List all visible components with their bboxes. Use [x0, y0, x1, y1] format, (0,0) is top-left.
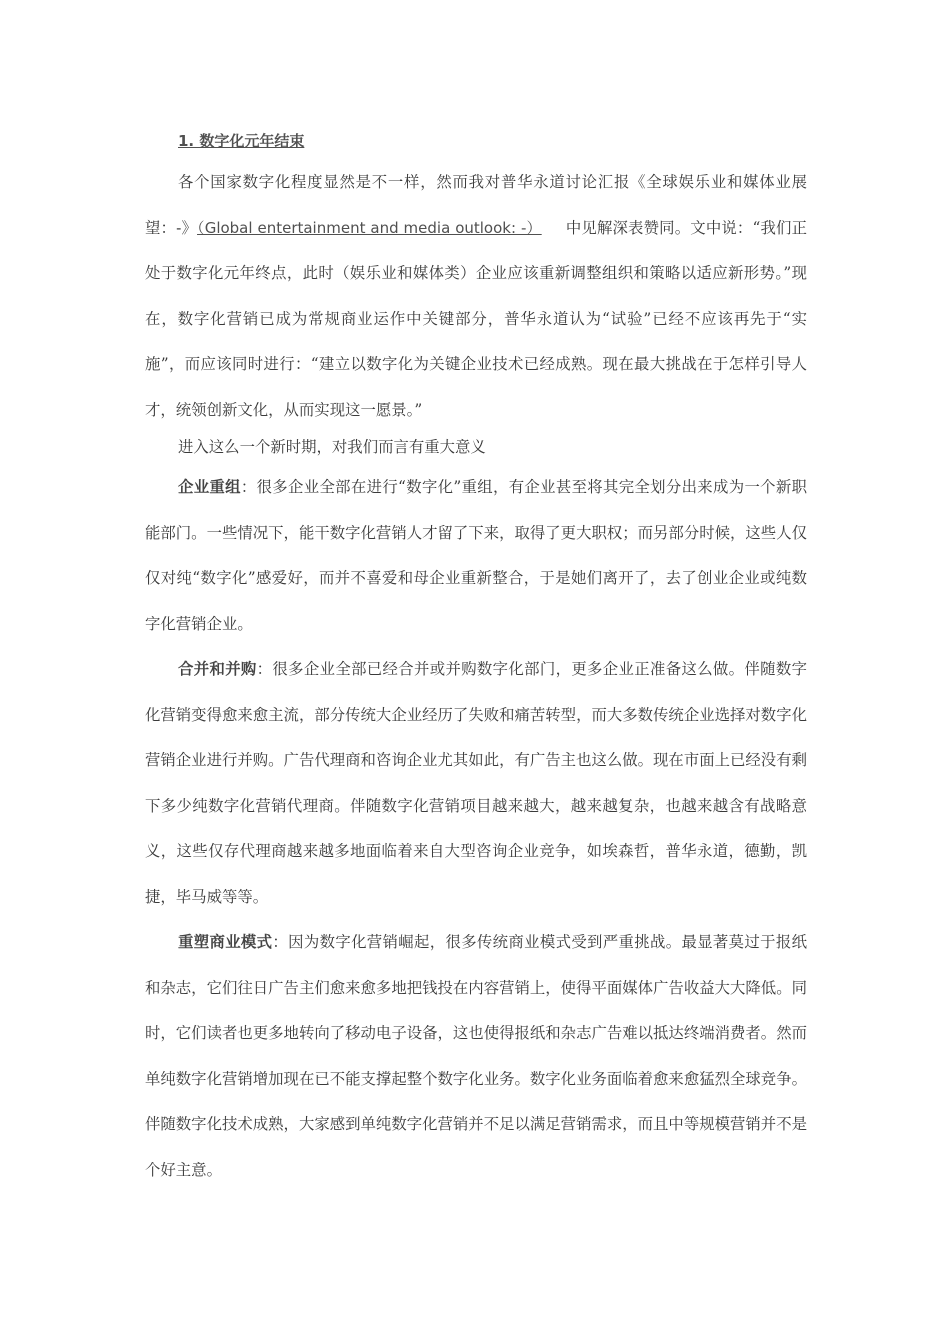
paragraph-intro-text-b: 中见解深表赞同。文中说：“我们正处于数字化元年终点，此时（娱乐业和媒体类）企业应该重新调整组织和策略以适应新形势。”现在，数字化营销已成为常规商业运作中关键部分，普华永道认为“试验”已经不应该再先于“实施”，而应该同时进行：“建立以数字化为关键企业技术已经成熟。现在最大挑战在于怎样引导人才，统领创新文化，从而实现这一愿景。” [145, 218, 807, 419]
paragraph-mergers [145, 647, 807, 920]
paragraph-mergers-text: ：很多企业全部已经合并或并购数字化部门，更多企业正准备这么做。伴随数字化营销变得愈来愈主流，部分传统大企业经历了失败和痛苦转型，而大多数传统企业选择对数字化营销企业进行并购。广告代理商和咨询企业尤其如此，有广告主也这么做。现在市面上已经没有剩下多少纯数字化营销代理商。伴随数字化营销项目越来越大，越来越复杂，也越来越含有战略意义，这些仅存代理商越来越多地面临着来自大型咨询企业竞争，如埃森哲，普华永道，德勤，凯捷，毕马威等等。 [145, 660, 807, 906]
document-body [145, 124, 807, 1193]
paragraph-mergers-lead: 合并和并购 [178, 660, 257, 678]
report-title-link[interactable]: （Global entertainment and media outlook: -） [197, 218, 542, 237]
paragraph-business-models-lead: 重塑商业模式 [178, 933, 273, 951]
paragraph-restructuring-text: ：很多企业全部在进行“数字化”重组，有企业甚至将其完全划分出来成为一个新职能部门。一些情况下，能干数字化营销人才留了下来，取得了更大职权；而另部分时候，这些人仅仅对纯“数字化”感爱好，而并不喜爱和母企业重新整合，于是她们离开了，去了创业企业或纯数字化营销企业。 [145, 478, 807, 633]
section-heading: 1. 数字化元年结束 [178, 132, 305, 150]
paragraph-restructuring [145, 465, 807, 647]
paragraph-business-models [145, 920, 807, 1193]
paragraph-significance: 进入这么一个新时期，对我们而言有重大意义 [178, 438, 486, 456]
paragraph-intro-text-a: 各个国家数字化程度显然是不一样，然而我对普华永道讨论汇报《全球娱乐业和媒体业展望：-》 [145, 173, 807, 237]
paragraph-business-models-text: ：因为数字化营销崛起，很多传统商业模式受到严重挑战。最显著莫过于报纸和杂志，它们往日广告主们愈来愈多地把钱投在内容营销上，使得平面媒体广告收益大大降低。同时，它们读者也更多地转向了移动电子设备，这也使得报纸和杂志广告难以抵达终端消费者。然而单纯数字化营销增加现在已不能支撑起整个数字化业务。数字化业务面临着愈来愈猛烈全球竞争。伴随数字化技术成熟，大家感到单纯数字化营销并不足以满足营销需求，而且中等规模营销并不是个好主意。 [145, 933, 807, 1179]
paragraph-intro [145, 160, 807, 433]
paragraph-restructuring-lead: 企业重组 [178, 478, 241, 496]
